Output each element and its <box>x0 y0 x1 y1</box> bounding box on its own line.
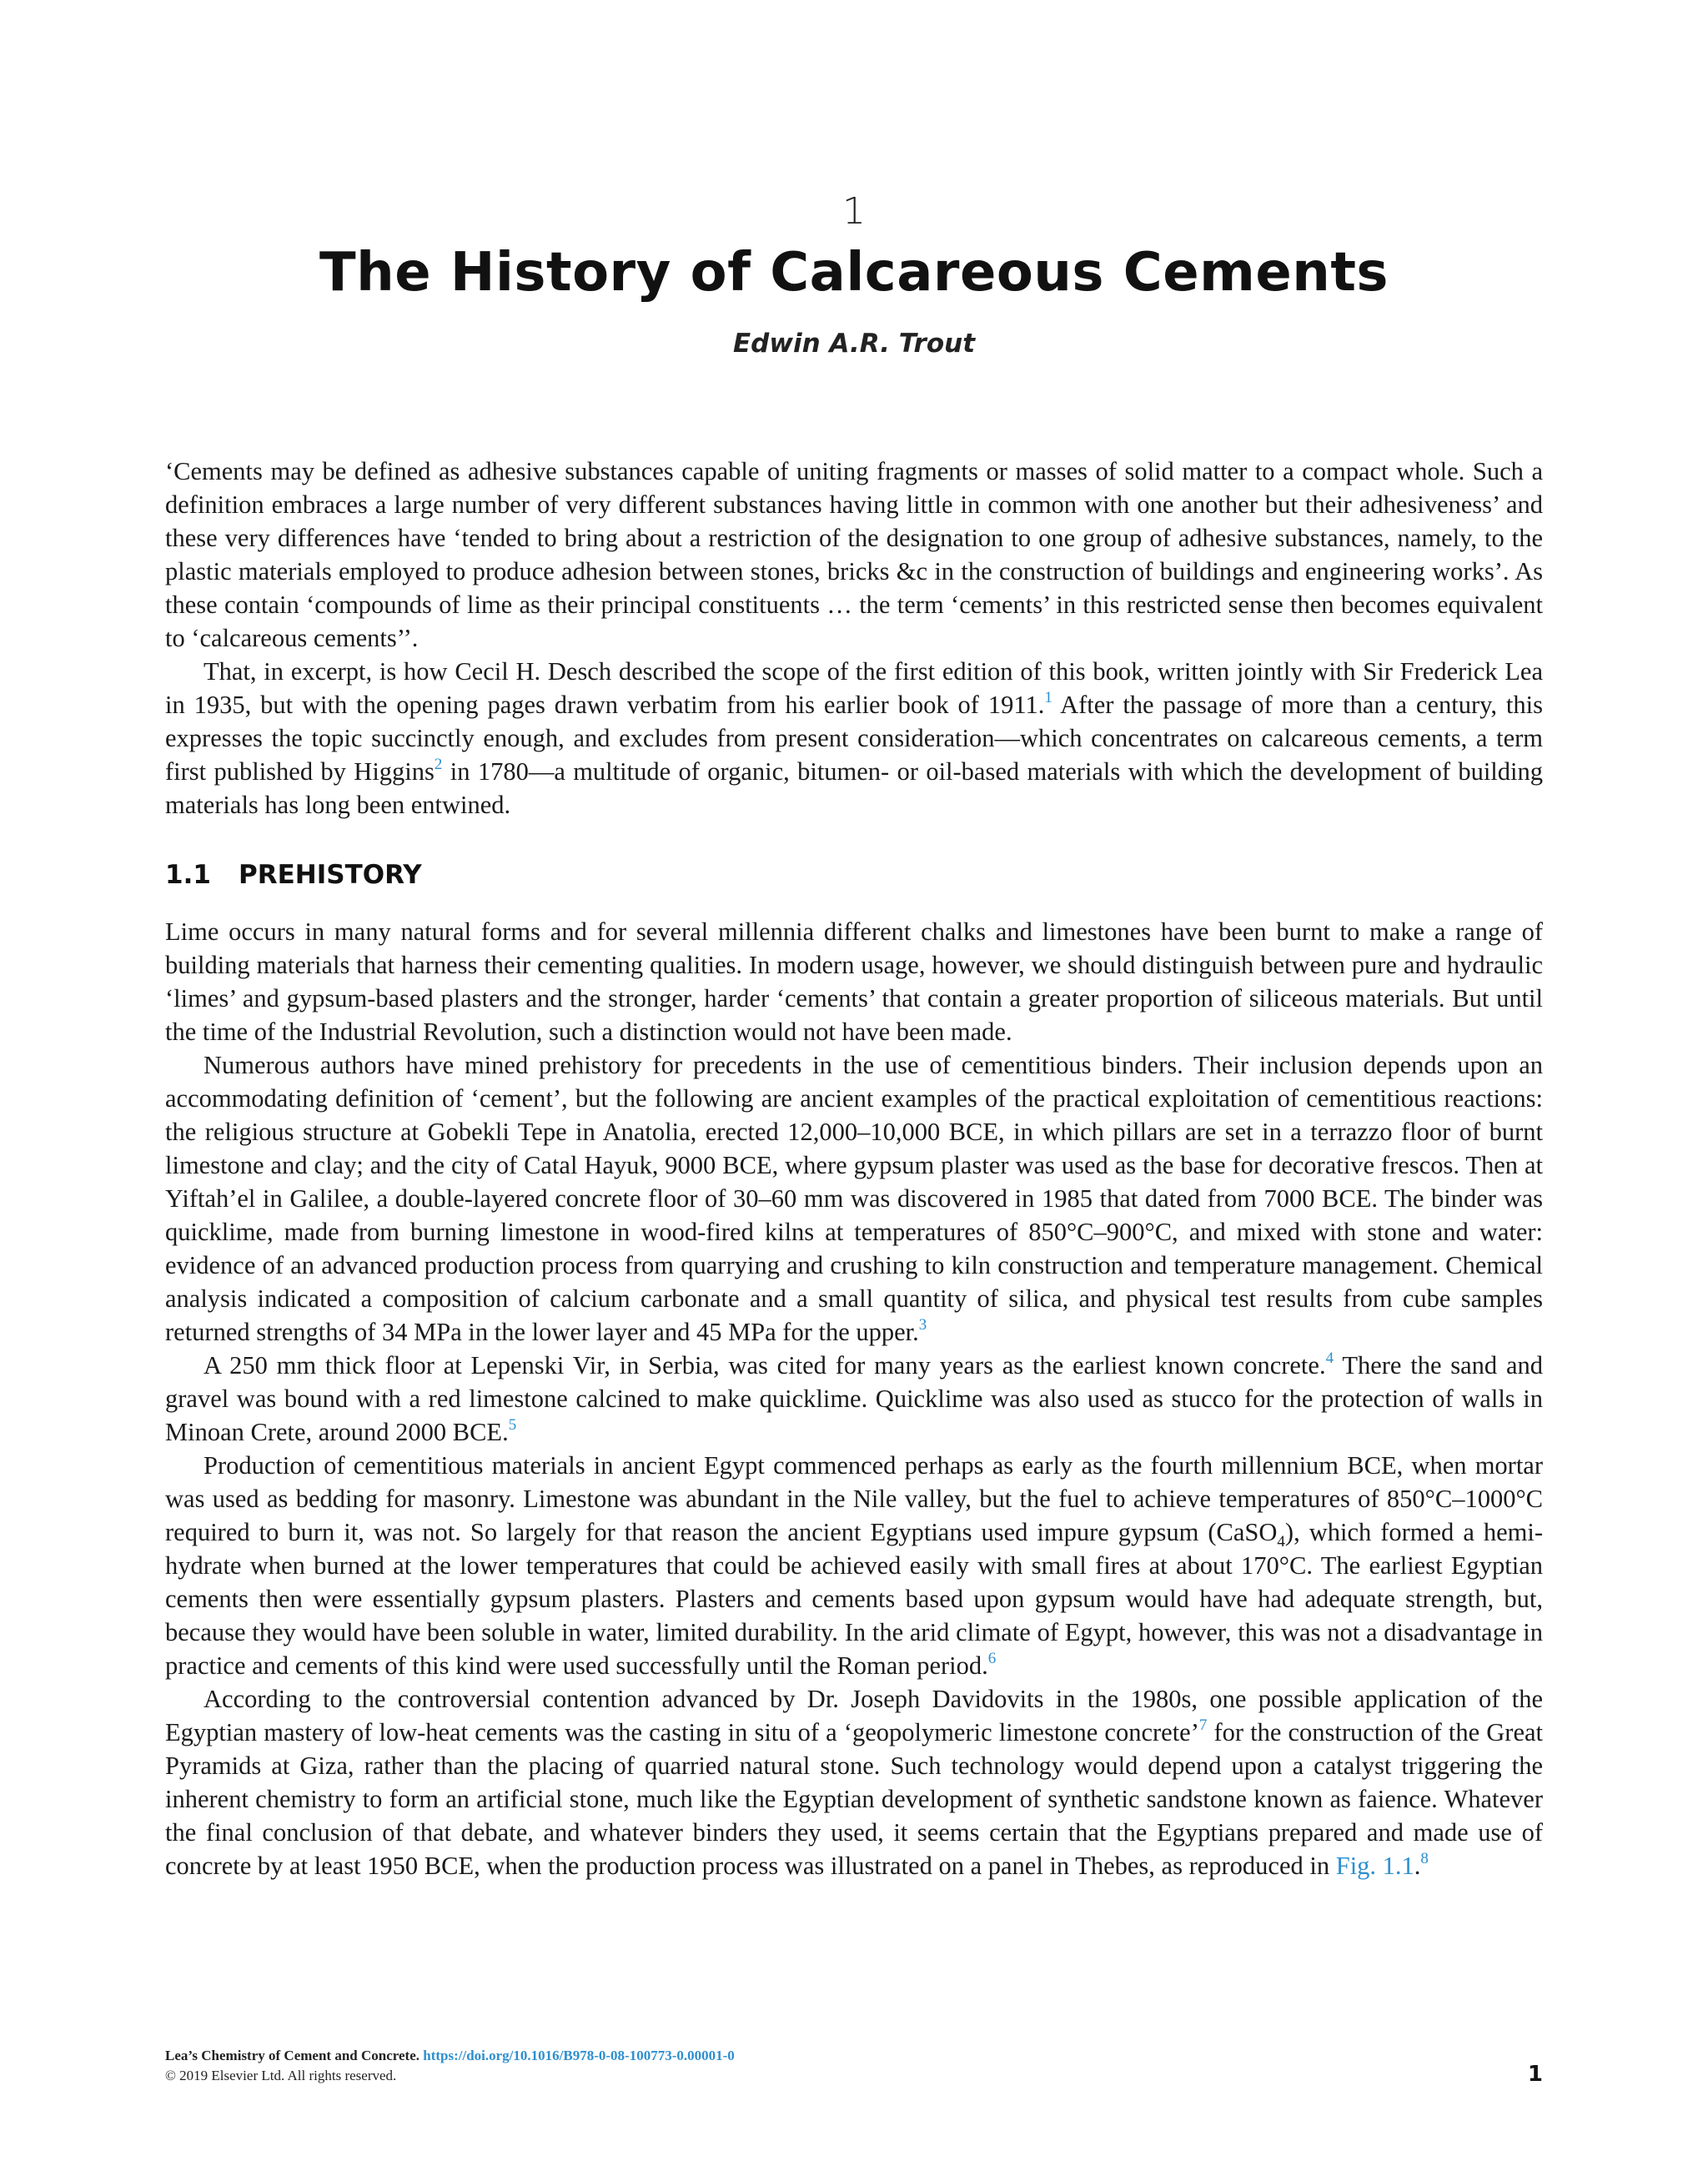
prehistory-p4-text-a: Production of cementitious materials in ancient Egypt commenced perhaps as early as the fourth millennium BCE, when mortar was used as bedding for masonry. Limestone was abundant in the Nile valley, but the fuel to achieve temperatures of 850°C–1000°C required to burn it, was not. So largely for that reason the ancient Egyptians used impure gypsum (CaSO <box>165 1451 1543 1546</box>
footnote-ref-7[interactable]: 7 <box>1198 1716 1208 1734</box>
footnote-ref-3[interactable]: 3 <box>918 1315 927 1334</box>
intro-p2-text-b: After the passage of more than a century, this expresses the topic succinctly enough, and excludes from present consideration—which concentrates on calcareous cements, a term first published by Higgins <box>165 691 1544 786</box>
intro-paragraph-2 <box>165 655 1543 822</box>
prehistory-paragraph-2 <box>165 1048 1543 1349</box>
prehistory-p3-text-b: There the sand and gravel was bound with a red limestone calcined to make quicklime. Quicklime was also used as stucco for the protection of walls in Minoan Crete, around 2000 BCE. <box>165 1351 1543 1446</box>
prehistory-paragraph-3 <box>165 1349 1543 1449</box>
prehistory-p5-text-b: for the construction of the Great Pyramids at Giza, rather than the placing of quarried natural stone. Such technology would depend upon a catalyst triggering the inherent chemistry to form an artificial stone, much like the Egyptian development of synthetic sandstone known as faience. Whatever the final conclusion of that debate, and whatever binders they used, it seems certain that the Egyptians prepared and made use of concrete by at least 1950 BCE, when the production process was illustrated on a panel in Thebes, as reproduced in <box>165 1718 1543 1880</box>
prehistory-paragraph-4 <box>165 1449 1543 1682</box>
prehistory-p2-text: Numerous authors have mined prehistory for precedents in the use of cementitious binders. Their inclusion depends upon an accommodating definition of ‘cement’, but the following are ancient examples of the practical exploitation of cementitious reactions: the religious structure at Gobekli Tepe in Anatolia, erected 12,000–10,000 BCE, in which pillars are set in a terrazzo floor of burnt limestone and clay; and the city of Catal Hayuk, 9000 BCE, where gypsum plaster was used as the base for decorative frescos. Then at Yiftah’el in Galilee, a double-layered concrete floor of 30–60 mm was discovered in 1985 that dated from 7000 BCE. The binder was quicklime, made from burning limestone in wood-fired kilns at temperatures of 850°C–900°C, and mixed with stone and water: evidence of an advanced production process from quarrying and crushing to kiln construction and temperature management. Chemical analysis indicated a composition of calcium carbonate and a small quantity of silica, and physical test results from cube samples returned strengths of 34 MPa in the lower layer and 45 MPa for the upper. <box>165 1051 1543 1346</box>
section-heading-prehistory <box>165 860 422 890</box>
page-footer <box>165 2046 1543 2086</box>
prehistory-p3-text-a: A 250 mm thick floor at Lepenski Vir, in Serbia, was cited for many years as the earliest known concrete. <box>203 1351 1326 1380</box>
footnote-ref-1[interactable]: 1 <box>1044 688 1052 706</box>
chemical-subscript: 4 <box>1277 1533 1285 1551</box>
prehistory-p5-text-a: According to the controversial contention advanced by Dr. Joseph Davidovits in the 1980s, one possible application of the Egyptian mastery of low-heat cements was the casting in situ of a ‘geopolymeric limestone concrete’ <box>165 1685 1543 1746</box>
section-title: PREHISTORY <box>239 860 422 890</box>
footer-citation <box>165 2046 1543 2066</box>
footnote-ref-2[interactable]: 2 <box>434 755 443 773</box>
footnote-ref-6[interactable]: 6 <box>987 1649 997 1667</box>
section-number: 1.1 <box>165 860 211 890</box>
intro-p2-text-a: That, in excerpt, is how Cecil H. Desch described the scope of the first edition of this book, written jointly with Sir Frederick Lea in 1935, but with the opening pages drawn verbatim from his earlier book of 1911. <box>165 657 1543 719</box>
chapter-number: 1 <box>842 190 866 233</box>
chapter-author: Edwin A.R. Trout <box>732 329 976 359</box>
prehistory-paragraph-1: Lime occurs in many natural forms and for several millennia different chalks and limestones have been burnt to make a range of building materials that harness their cementing qualities. In modern usage, however, we should distinguish between pure and hydraulic ‘limes’ and gypsum-based plasters and the stronger, harder ‘cements’ that contain a greater proportion of siliceous materials. But until the time of the Industrial Revolution, such a distinction would not have been made. <box>165 917 1543 1046</box>
page-number: 1 <box>1527 2062 1543 2087</box>
intro-section <box>165 455 1543 822</box>
footnote-ref-4[interactable]: 4 <box>1325 1349 1334 1367</box>
prehistory-p5-text-c: . <box>1414 1852 1421 1880</box>
figure-link[interactable]: Fig. 1.1 <box>1335 1852 1414 1880</box>
footer-doi-link[interactable]: https://doi.org/10.1016/B978-0-08-100773-0.00001-0 <box>423 2048 735 2063</box>
intro-p2-text-c: in 1780—a multitude of organic, bitumen- or oil-based materials with which the development of building materials has long been entwined. <box>165 757 1543 819</box>
prehistory-paragraph-5 <box>165 1682 1543 1882</box>
chapter-title: The History of Calcareous Cements <box>319 242 1389 304</box>
footer-copyright: © 2019 Elsevier Ltd. All rights reserved. <box>165 2068 397 2083</box>
footer-book-title: Lea’s Chemistry of Cement and Concrete. <box>165 2048 419 2063</box>
intro-paragraph-1: ‘Cements may be defined as adhesive substances capable of uniting fragments or masses of solid matter to a compact whole. Such a definition embraces a large number of very different substances having little in common with one another but their adhesiveness’ and these very differences have ‘tended to bring about a restriction of the designation to one group of adhesive substances, namely, to the plastic materials employed to produce adhesion between stones, bricks &c in the construction of buildings and engineering works’. As these contain ‘compounds of lime as their principal constituents … the term ‘cements’ in this restricted sense then becomes equivalent to ‘calcareous cements’’. <box>165 457 1543 652</box>
footnote-ref-8[interactable]: 8 <box>1420 1849 1429 1867</box>
footnote-ref-5[interactable]: 5 <box>508 1415 517 1434</box>
prehistory-p4-text-b: ), which formed a hemi-hydrate when burned at the lower temperatures that could be achieved easily with small fires at about 170°C. The earliest Egyptian cements then were essentially gypsum plasters. Plasters and cements based upon gypsum would have had adequate strength, but, because they would have been soluble in water, limited durability. In the arid climate of Egypt, however, this was not a disadvantage in practice and cements of this kind were used successfully until the Roman period. <box>165 1518 1544 1680</box>
prehistory-section <box>165 915 1543 1882</box>
